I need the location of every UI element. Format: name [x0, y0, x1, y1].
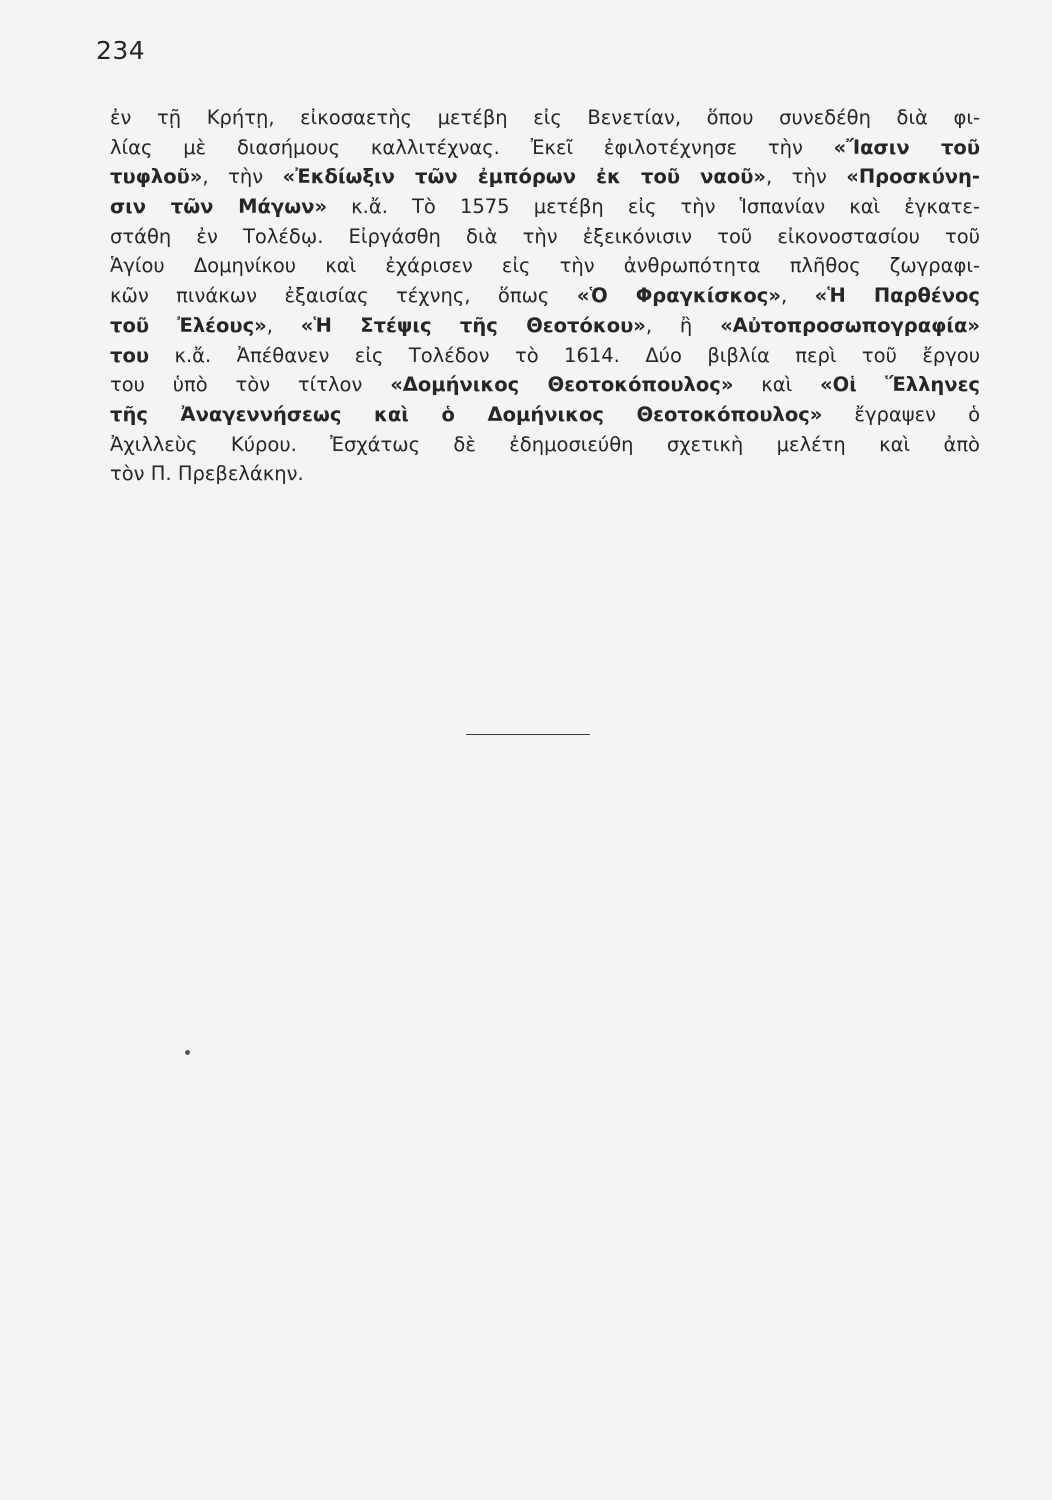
bold-text-run: του [110, 343, 150, 367]
bold-text-run: «Αὐτοπροσωπογραφία» [720, 313, 980, 337]
text-line [110, 281, 980, 311]
text-run: , ἢ [645, 313, 721, 337]
text-run: λίας μὲ διασήμους καλλιτέχνας. Ἐκεῖ ἐφιλοτέχνησε τὴν [110, 135, 834, 159]
text-run: , [780, 284, 815, 308]
text-run: , τὴν [202, 165, 283, 189]
text-line [110, 251, 980, 281]
page-number: 234 [96, 36, 146, 65]
text-run: του ὑπὸ τὸν τίτλον [110, 373, 391, 397]
text-line [110, 192, 980, 222]
text-line [110, 311, 980, 341]
text-line [110, 341, 980, 371]
bold-text-run: «Δομήνικος Θεοτοκόπουλος» [390, 373, 734, 397]
bold-text-run: τῆς Ἀναγεννήσεως καὶ ὁ Δομήνικος Θεοτοκόπουλος» [110, 402, 823, 426]
bold-text-run: «Ἐκδίωξιν τῶν ἐμπόρων ἐκ τοῦ ναοῦ» [282, 165, 766, 189]
text-line [110, 459, 980, 489]
text-run: στάθη ἐν Τολέδῳ. Εἰργάσθη διὰ τὴν ἐξεικόνισιν τοῦ εἰκονοστασίου τοῦ [110, 224, 980, 248]
bold-text-run: τυφλοῦ» [110, 165, 203, 189]
text-line [110, 430, 980, 460]
text-run: Ἀχιλλεὺς Κύρου. Ἐσχάτως δὲ ἐδημοσιεύθη σχετικὴ μελέτη καὶ ἀπὸ [110, 432, 980, 456]
bold-text-run: «Προσκύνη- [846, 165, 981, 189]
text-line [110, 370, 980, 400]
text-line [110, 222, 980, 252]
text-run: , [266, 313, 301, 337]
bold-text-run: «Ἴασιν τοῦ [833, 135, 980, 159]
bold-text-run: τοῦ Ἐλέους» [110, 313, 267, 337]
bold-text-run: «Ἡ Παρθένος [814, 284, 980, 308]
text-run: κῶν πινάκων ἐξαισίας τέχνης, ὅπως [110, 284, 577, 308]
stray-dot [185, 1050, 190, 1055]
text-run: καὶ [733, 373, 821, 397]
bold-text-run: σιν τῶν Μάγων» [110, 195, 328, 219]
text-run: , τὴν [765, 165, 847, 189]
text-run: κ.ἄ. Ἀπέθανεν εἰς Τολέδον τὸ 1614. Δύο βιβλία περὶ τοῦ ἔργου [149, 343, 980, 367]
text-line [110, 400, 980, 430]
text-run: Ἁγίου Δομηνίκου καὶ ἐχάρισεν εἰς τὴν ἀνθρωπότητα πλῆθος ζωγραφι- [110, 254, 980, 278]
text-line [110, 133, 980, 163]
bold-text-run: «Ὁ Φραγκίσκος» [576, 284, 781, 308]
text-run: τὸν Π. Πρεβελάκην. [110, 462, 304, 486]
text-line [110, 162, 980, 192]
text-run: κ.ἄ. Τὸ 1575 μετέβη εἰς τὴν Ἱσπανίαν καὶ ἐγκατε- [327, 195, 981, 219]
section-divider [466, 734, 590, 735]
text-run: ἐν τῇ Κρήτῃ, εἰκοσαετὴς μετέβη εἰς Βενετίαν, ὅπου συνεδέθη διὰ φι- [110, 106, 980, 129]
bold-text-run: «Ἡ Στέψις τῆς Θεοτόκου» [300, 313, 646, 337]
body-text [110, 103, 980, 489]
text-run: ἔγραψεν ὁ [822, 402, 981, 426]
text-line [110, 103, 980, 133]
bold-text-run: «Οἱ Ἕλληνες [820, 373, 980, 397]
